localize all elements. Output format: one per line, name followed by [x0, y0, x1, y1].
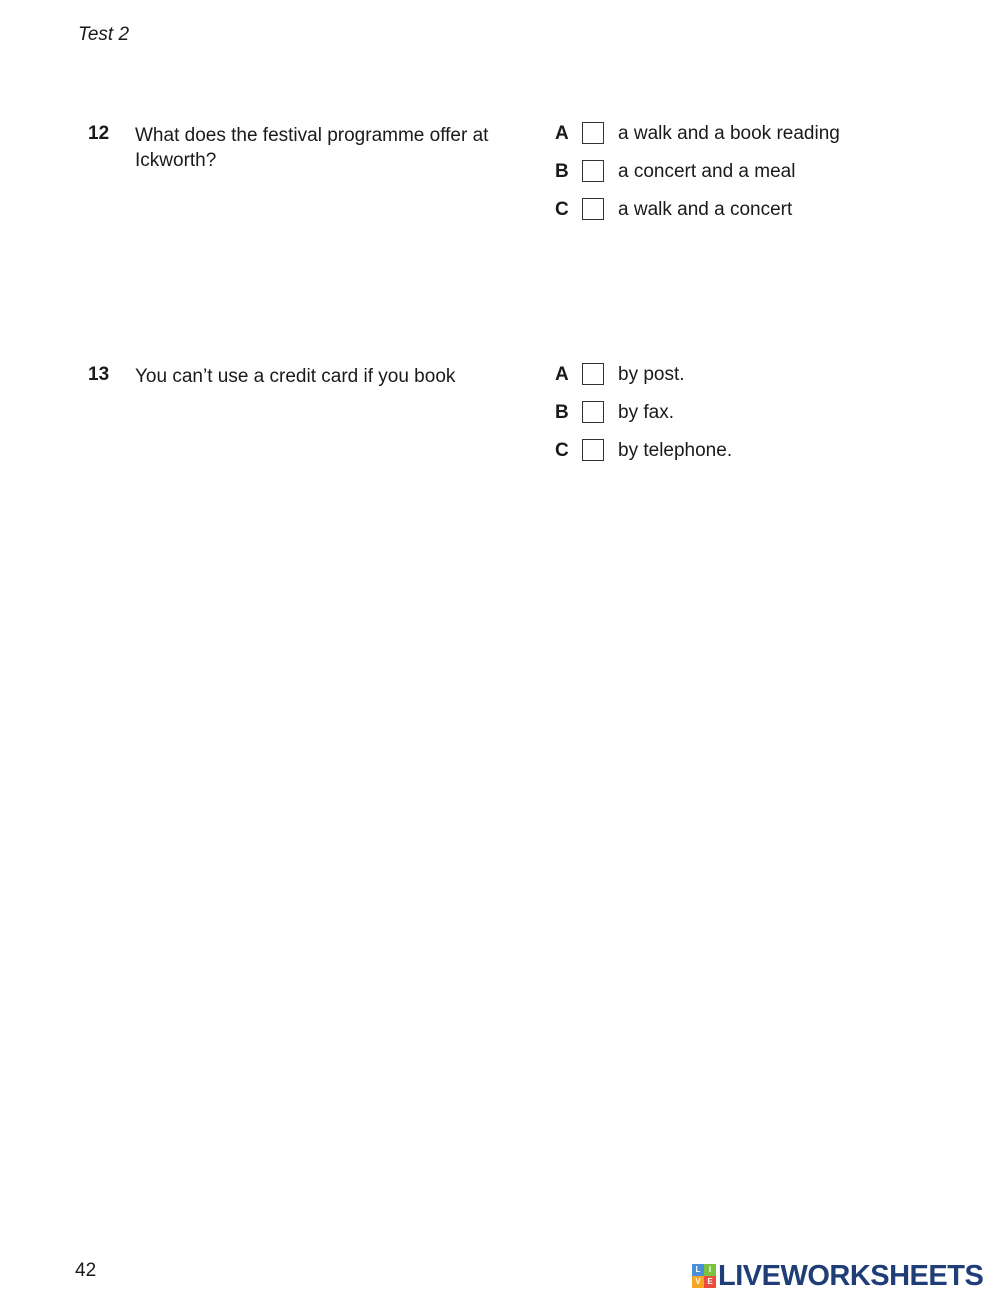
option-text: a walk and a book reading: [618, 123, 840, 144]
answer-checkbox[interactable]: [582, 439, 604, 461]
option-text: by telephone.: [618, 440, 733, 461]
question-number: 12: [88, 123, 110, 144]
option-text: by fax.: [618, 402, 674, 423]
option-text: by post.: [618, 364, 685, 385]
question-text: What does the festival programme offer at Ickworth?: [135, 125, 489, 171]
answer-checkbox[interactable]: [582, 198, 604, 220]
option-letter: C: [555, 440, 569, 461]
question-number: 13: [88, 364, 110, 385]
option-letter: A: [555, 364, 569, 385]
answer-checkbox[interactable]: [582, 160, 604, 182]
option-letter: B: [555, 402, 569, 423]
page-number: 42: [75, 1260, 97, 1281]
question-text: You can’t use a credit card if you book: [135, 366, 456, 387]
logo-mark-icon: [692, 1264, 716, 1288]
option-letter: B: [555, 161, 569, 182]
option-letter: A: [555, 123, 569, 144]
option-letter: C: [555, 199, 569, 220]
logo-text: LIVEWORKSHEETS: [718, 1259, 984, 1292]
option-text: a walk and a concert: [618, 199, 793, 220]
logo-mark-letter: V: [692, 1276, 704, 1288]
logo-mark-letter: L: [692, 1264, 704, 1276]
answer-checkbox[interactable]: [582, 401, 604, 423]
page-header-title: Test 2: [78, 24, 130, 45]
logo-mark-letter: E: [704, 1276, 716, 1288]
option-text: a concert and a meal: [618, 161, 796, 182]
answer-checkbox[interactable]: [582, 122, 604, 144]
liveworksheets-logo: [692, 1261, 983, 1291]
logo-mark-letter: I: [704, 1264, 716, 1276]
answer-checkbox[interactable]: [582, 363, 604, 385]
